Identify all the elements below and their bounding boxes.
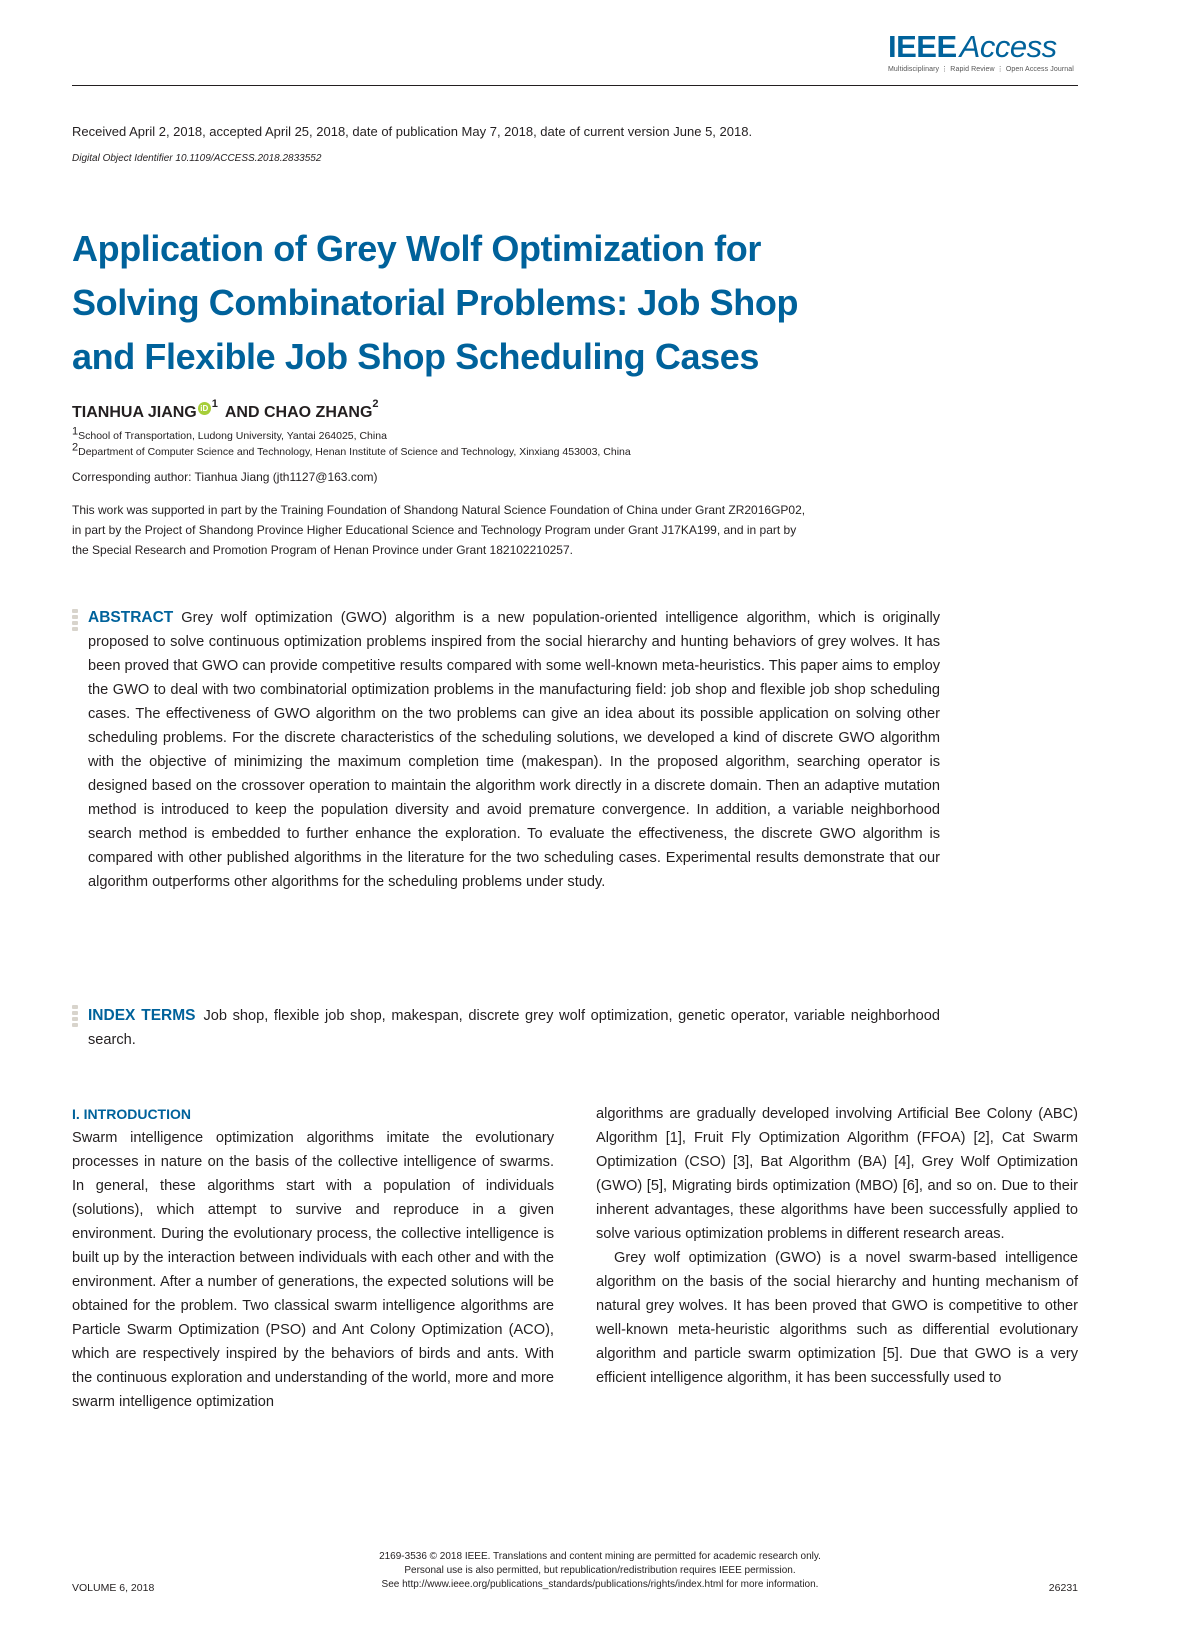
journal-tagline: Multidisciplinary ⋮ Rapid Review ⋮ Open Access Journal [888,66,1074,73]
abstract-text: Grey wolf optimization (GWO) algorithm is a new population-oriented intelligence algorithm, which is originally proposed to solve continuous optimization problems inspired from the social hierarchy and hunting behaviors of grey wolves. It has been proved that GWO can provide competitive results compared with some well-known meta-heuristics. This paper aims to employ the GWO to deal with two combinatorial optimization problems in the manufacturing field: job shop and flexible job shop scheduling cases. The effectiveness of GWO algorithm on the two problems can give an idea about its possible application on solving other scheduling problems. For the discrete characteristics of the scheduling solutions, we developed a kind of discrete GWO algorithm with the objective of minimizing the maximum completion time (makespan). In the proposed algorithm, searching operator is designed based on the crossover operation to maintain the algorithm work directly in a discrete domain. Then an adaptive mutation method is introduced to keep the population diversity and avoid premature convergence. In addition, a variable neighborhood search method is embedded to further enhance the exploration. To evaluate the effectiveness, the discrete GWO algorithm is compared with other published algorithms in the literature for the two scheduling cases. Experimental results demonstrate that our algorithm outperforms other algorithms for the scheduling problems under study. [88,610,940,890]
drag-handle-icon [70,1004,82,1029]
corresponding-author: Corresponding author: Tianhua Jiang (jth1127@163.com) [72,470,378,484]
index-terms-text: Job shop, flexible job shop, makespan, discrete grey wolf optimization, genetic operator, variable neighborhood search. [88,1008,940,1048]
left-column [72,1102,554,1414]
copyright-notice [300,1550,900,1592]
journal-masthead [888,30,1078,73]
body-paragraph: Grey wolf optimization (GWO) is a novel swarm-based intelligence algorithm on the basis of the social hierarchy and hunting mechanism of natural grey wolves. It has been proved that GWO is competitive to other well-known meta-heuristic algorithms such as differential evolutionary algorithm and particle swarm optimization [5]. Due that GWO is a very efficient intelligence algorithm, it has been successfully used to [596,1250,1078,1386]
author-list: TIANHUA JIANG iD 1 AND CHAO ZHANG 2 [72,398,379,421]
journal-logo [888,30,1078,64]
header-rule [72,85,1078,86]
section-heading: I. INTRODUCTION [72,1106,191,1122]
affiliation [72,425,387,442]
author-name: AND CHAO ZHANG [224,404,373,421]
funding-statement [72,500,952,560]
title-line: Solving Combinatorial Problems: Job Shop [72,282,799,323]
funding-line: This work was supported in part by the Training Foundation of Shandong Natural Science Foundation of China under Grant ZR2016GP02, [72,503,806,517]
copyright-line: Personal use is also permitted, but republication/redistribution requires IEEE permission. [404,1565,796,1576]
funding-line: in part by the Project of Shandong Province Higher Educational Science and Technology Program under Grant J17KA199, and in part by [72,523,797,537]
affiliation-sup: 2 [72,441,79,454]
index-terms-label: INDEX TERMS [88,1007,196,1024]
orcid-icon[interactable]: iD [198,402,211,415]
journal-logo-ieee: IEEE [888,29,957,64]
copyright-line: 2169-3536 © 2018 IEEE. Translations and content mining are permitted for academic research only. [379,1551,821,1562]
index-terms [88,1004,940,1052]
affiliation-sup: 1 [72,425,79,438]
funding-line: the Special Research and Promotion Program of Henan Province under Grant 182102210257. [72,543,573,557]
affiliation [72,441,631,458]
abstract-label: ABSTRACT [88,609,174,626]
author-name: TIANHUA JIANG [72,404,197,421]
doi[interactable]: Digital Object Identifier 10.1109/ACCESS.2018.2833552 [72,153,322,164]
title-line: Application of Grey Wolf Optimization for [72,228,761,269]
body-paragraph: algorithms are gradually developed involving Artificial Bee Colony (ABC) Algorithm [1], Fruit Fly Optimization Algorithm (FFOA) [2], Cat Swarm Optimization (CSO) [3], Bat Algorithm (BA) [4], Grey Wolf Optimization (GWO) [5], Migrating birds optimization (MBO) [6], and so on. Due to their inherent advantages, these algorithms have been successfully applied to solve various optimization problems in different research areas. [596,1106,1078,1242]
drag-handle-icon [70,608,82,633]
volume-label: VOLUME 6, 2018 [72,1582,155,1594]
affiliation-text: Department of Computer Science and Technology, Henan Institute of Science and Technology, Xinxiang 453003, China [78,446,631,458]
journal-logo-access: Access [959,29,1057,64]
body-paragraph: Swarm intelligence optimization algorithms imitate the evolutionary processes in nature on the basis of the collective intelligence of swarms. In general, these algorithms start with a population of individuals (solutions), which attempt to survive and reproduce in a given environment. During the evolutionary process, the collective intelligence is built up by the interaction between individuals with each other and with the environment. After a number of generations, the expected solutions will be obtained for the problem. Two classical swarm intelligence algorithms are Particle Swarm Optimization (PSO) and Ant Colony Optimization (ACO), which are respectively inspired by the behaviors of birds and ants. With the continuous exploration and understanding of the world, more and more swarm intelligence optimization [72,1130,554,1410]
paper-title [72,222,932,384]
copyright-line[interactable]: See http://www.ieee.org/publications_standards/publications/rights/index.html for more information. [381,1579,819,1590]
affiliation-text: School of Transportation, Ludong University, Yantai 264025, China [78,430,387,442]
title-line: and Flexible Job Shop Scheduling Cases [72,336,759,377]
page-number: 26231 [1048,1582,1078,1594]
publication-dates: Received April 2, 2018, accepted April 25, 2018, date of publication May 7, 2018, date of current version June 5, 2018. [72,124,753,139]
right-column [596,1102,1078,1390]
abstract [88,606,940,894]
